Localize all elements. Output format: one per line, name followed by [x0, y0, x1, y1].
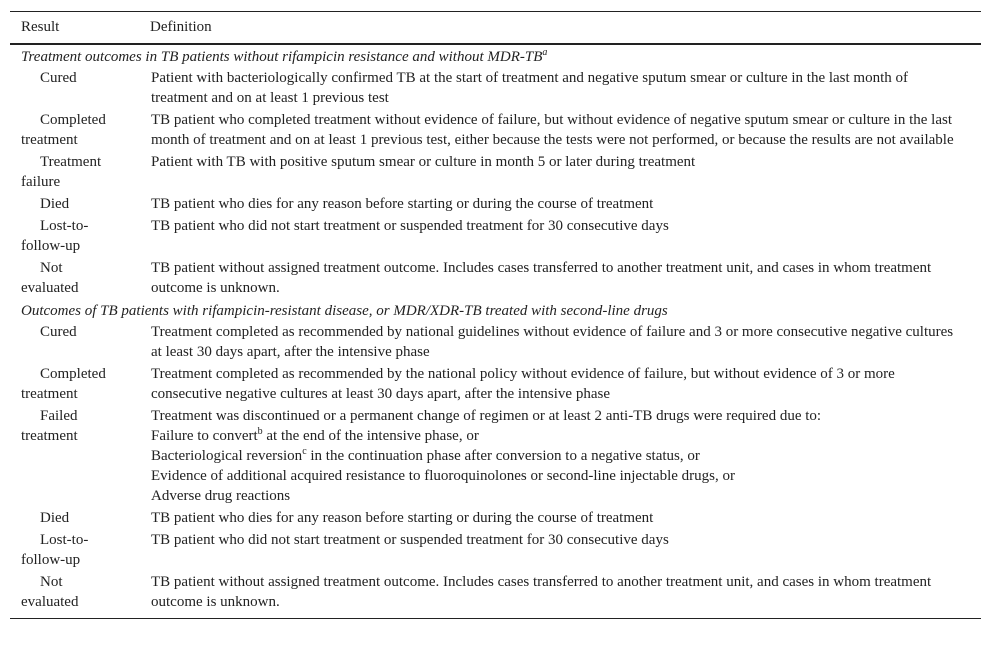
definition-cell: TB patient who did not start treatment or suspended treatment for 30 consecutive days — [151, 532, 669, 548]
definition-cell: Patient with TB with positive sputum smear or culture in month 5 or later during treatment — [151, 154, 696, 170]
table-row — [10, 406, 981, 506]
result-cell: Not evaluated — [21, 260, 79, 296]
result-cell: Failed treatment — [21, 408, 78, 444]
result-cell: Died — [40, 510, 70, 526]
table-row — [10, 68, 981, 108]
footnote-marker: a — [542, 47, 548, 58]
result-cell: Treatment failure — [21, 154, 102, 190]
definition-cell: TB patient who dies for any reason before starting or during the course of treatment — [151, 510, 654, 526]
table-row — [10, 508, 981, 528]
definition-cell: TB patient who dies for any reason before starting or during the course of treatment — [151, 196, 654, 212]
table-row — [10, 194, 981, 214]
table-row — [10, 364, 981, 404]
definition-cell: Treatment completed as recommended by the national policy without evidence of failure, but without evidence of 3 or more consecutive negative cultures at least 30 days apart, after the intensive phase — [151, 366, 895, 402]
outcomes-table — [10, 11, 981, 619]
header-definition: Definition — [150, 19, 212, 35]
table-header — [10, 12, 981, 45]
definition-cell: Treatment completed as recommended by national guidelines without evidence of failure and 3 or more consecutive negative cultures at least 30 days apart, after the intensive phase — [151, 324, 954, 360]
definition-cell: TB patient without assigned treatment outcome. Includes cases transferred to another treatment unit, and cases in whom treatment outcome is unknown. — [151, 260, 932, 296]
result-cell: Died — [40, 196, 70, 212]
table-row — [10, 322, 981, 362]
table-row — [10, 530, 981, 570]
table-row — [10, 152, 981, 192]
section-title: Outcomes of TB patients with rifampicin-resistant disease, or MDR/XDR-TB treated with second-line drugs — [21, 303, 668, 319]
definition-cell: TB patient without assigned treatment outcome. Includes cases transferred to another treatment unit, and cases in whom treatment outcome is unknown. — [151, 574, 932, 610]
section-title: Treatment outcomes in TB patients without rifampicin resistance and without MDR-$TB^a$ — [21, 47, 548, 65]
result-cell: Cured — [40, 70, 77, 86]
definition-cell: TB patient who completed treatment without evidence of failure, but without evidence of negative sputum smear or culture in the last month of treatment and on at least 1 previous test, either because the tests were not performed, or because the results are not available — [151, 112, 954, 148]
result-cell: Not evaluated — [21, 574, 79, 610]
definition-cell: Patient with bacteriologically confirmed TB at the start of treatment and negative sputum smear or culture in the last month of treatment and on at least 1 previous test — [151, 70, 909, 106]
result-cell: Lost-to- follow-up — [21, 532, 89, 568]
result-cell: Completed treatment — [21, 112, 106, 148]
result-cell: Completed treatment — [21, 366, 106, 402]
table-row — [10, 572, 981, 612]
result-cell: Lost-to- follow-up — [21, 218, 89, 254]
definition-cell: TB patient who did not start treatment or suspended treatment for 30 consecutive days — [151, 218, 669, 234]
definition-cell: Treatment was discontinued or a permanent change of regimen or at least 2 anti-TB drugs were required due to: Failure to convert$^b$ at the end of the intensive phase, or Bacteriological reversion$^c$ in the continuation phase after conversion to a negative status, or Evidence of additional acquired resistance to fluoroquinolones or second-line injectable drugs, or Adverse drug reactions — [151, 408, 822, 504]
result-cell: Cured — [40, 324, 77, 340]
table-row — [10, 258, 981, 298]
table-body — [10, 45, 981, 618]
table-row — [10, 110, 981, 150]
table-row — [10, 216, 981, 256]
header-result: Result — [21, 19, 60, 35]
